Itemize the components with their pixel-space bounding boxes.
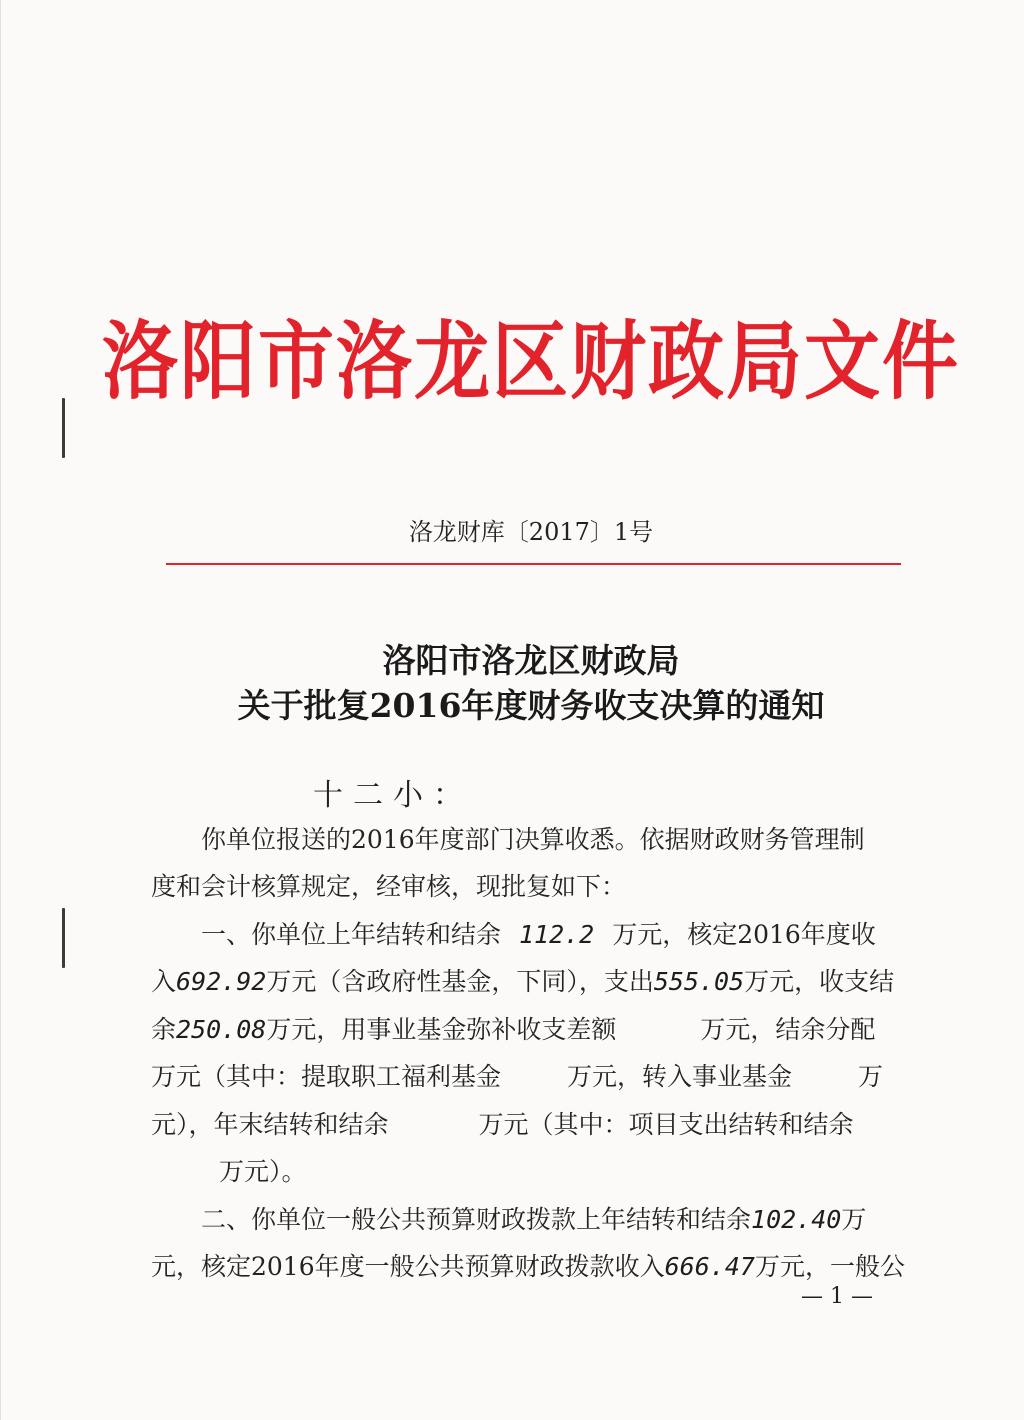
agency-header-title: 洛阳市洛龙区财政局文件 [102, 311, 960, 412]
section-1-text: 余 [151, 1015, 177, 1044]
notice-title-line-1: 洛阳市洛龙区财政局 [382, 641, 680, 680]
document-number: 洛龙财库〔2017〕1号 [408, 518, 654, 546]
body-line [151, 1101, 854, 1149]
paragraph-1-text-b: 度和会计核算规定，经审核，现批复如下： [151, 872, 627, 901]
recipient-salutation: 十二小： [313, 778, 473, 813]
section-2-text: 元，核定2016年度一般公共预算财政拨款收入 [151, 1252, 665, 1281]
section-2-text: 万元，一般公 [754, 1252, 905, 1281]
body-line [219, 1148, 307, 1196]
binding-hole-mark-bottom [62, 908, 65, 968]
handwritten-grant-income: 666.47 [664, 1252, 755, 1281]
section-1-text: 万元，用事业基金弥补收支差额 [266, 1015, 617, 1044]
red-divider-line [166, 563, 901, 565]
paragraph-1-text-a: 你单位报送的2016年度部门决算收悉。依据财政财务管理制 [201, 825, 865, 854]
section-1-text: 万元，结余分配 [700, 1015, 876, 1044]
section-1-text: 元），年末结转和结余 [151, 1110, 389, 1139]
notice-title-line-2: 关于批复2016年度财务收支决算的通知 [237, 686, 825, 725]
body-line [201, 1196, 866, 1244]
section-1-text: 万元（其中：提取职工福利基金 [151, 1062, 502, 1091]
section-1-text: 万元，收支结 [744, 967, 895, 996]
body-line [151, 863, 626, 911]
handwritten-grant-prior-balance: 102.40 [751, 1205, 842, 1234]
section-1-text: 万元，转入事业基金 [567, 1062, 793, 1091]
section-2-text: 二、你单位一般公共预算财政拨款上年结转和结余 [201, 1205, 752, 1234]
body-line [151, 1243, 905, 1291]
section-1-text: 万元（含政府性基金，下同），支出 [266, 967, 654, 996]
page-number: — 1 — [801, 1284, 873, 1309]
body-line [151, 1006, 875, 1054]
handwritten-expense-amount: 555.05 [653, 967, 745, 996]
body-line [201, 816, 865, 864]
notice-body [151, 816, 913, 1286]
section-1-text: 万元）。 [219, 1157, 307, 1186]
body-line [201, 911, 876, 959]
handwritten-income-amount: 692.92 [176, 967, 267, 996]
handwritten-prior-balance: 112.2 [518, 920, 595, 949]
handwritten-surplus-amount: 250.08 [176, 1015, 267, 1044]
body-line [151, 1053, 883, 1101]
section-1-text: 万 [858, 1062, 884, 1091]
section-1-text: 一、你单位上年结转和结余 [201, 920, 502, 949]
section-2-text: 万 [841, 1205, 867, 1234]
section-1-text: 入 [151, 967, 177, 996]
section-1-text: 万元，核定2016年度收 [612, 920, 876, 949]
section-1-text: 万元（其中：项目支出结转和结余 [478, 1110, 854, 1139]
body-line [151, 958, 894, 1006]
